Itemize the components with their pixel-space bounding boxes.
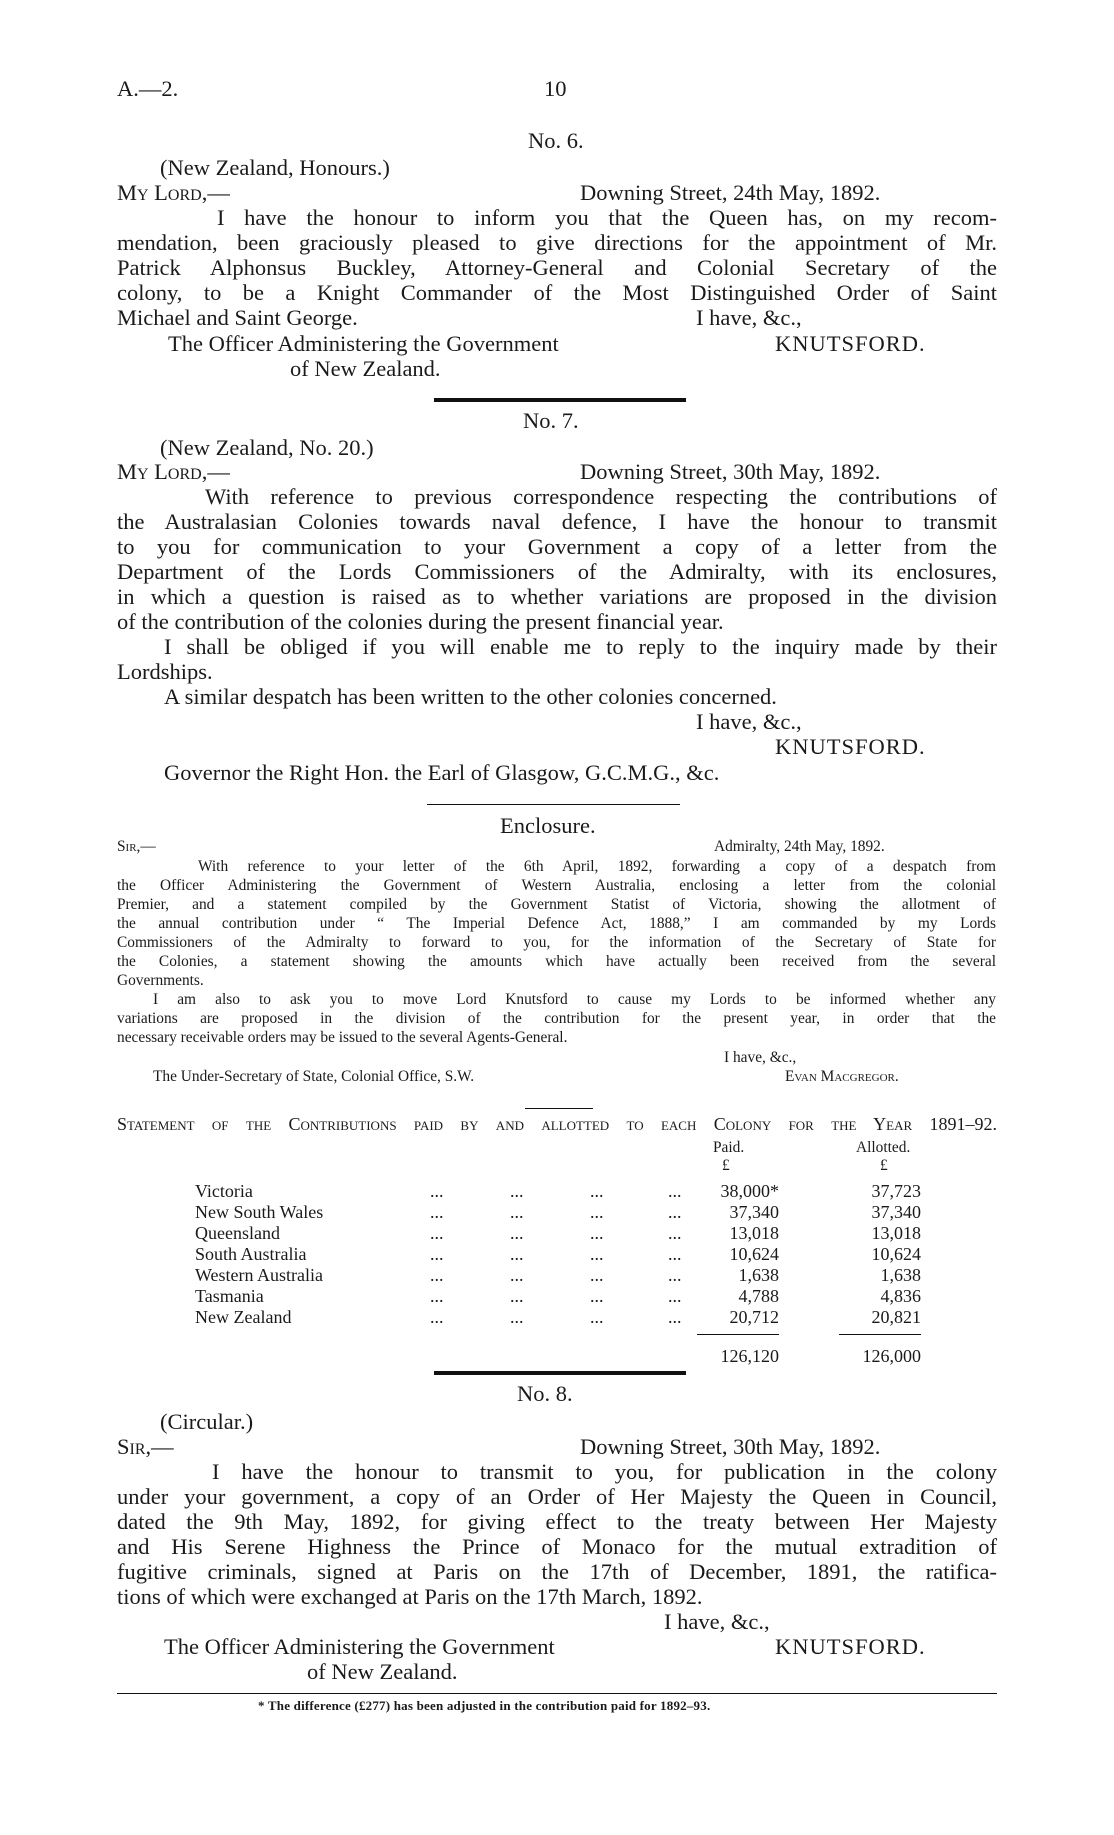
allotted-value: 37,340 xyxy=(871,1202,921,1222)
paid-value: 1,638 xyxy=(738,1265,779,1285)
no8-last-line: tions of which were exchanged at Paris on the 17th March, 1892. xyxy=(117,1584,703,1609)
allotted-value: 37,723 xyxy=(871,1181,921,1201)
no6-closing: I have, &c., xyxy=(696,305,802,330)
dot-leader: ... xyxy=(510,1265,524,1285)
dot-leader: ... xyxy=(510,1244,524,1264)
no8-salutation: Sir,— xyxy=(117,1434,174,1459)
no7-para1-line-5: in which a question is raised as to whether variations are proposed in the division xyxy=(117,584,997,609)
enclosure-para1-line-2: the Officer Administering the Government of Western Australia, enclosing a letter from the colonial xyxy=(117,877,996,894)
enclosure-para1-line-3: Premier, and a statement compiled by the Government Statist of Victoria, showing the allotment of xyxy=(117,896,996,913)
no6-addressee-2: of New Zealand. xyxy=(290,356,441,381)
colony-name: Western Australia xyxy=(195,1265,324,1285)
enclosure-rule xyxy=(427,804,680,805)
paid-value: 37,340 xyxy=(729,1202,779,1222)
allotted-currency: £ xyxy=(880,1157,888,1174)
no6-addressee-1: The Officer Administering the Government xyxy=(168,331,559,356)
no6-reference: (New Zealand, Honours.) xyxy=(160,155,390,180)
colony-name: Victoria xyxy=(195,1181,253,1201)
no7-closing: I have, &c., xyxy=(696,709,802,734)
no8-line-4: and His Serene Highness the Prince of Monaco for the mutual extradition of xyxy=(117,1534,997,1559)
no8-line-5: fugitive criminals, signed at Paris on the 17th of December, 1891, the ratifica- xyxy=(117,1559,997,1584)
no8-signature: KNUTSFORD. xyxy=(775,1634,926,1659)
dot-leader: ... xyxy=(668,1223,682,1243)
dot-leader: ... xyxy=(430,1265,444,1285)
no8-heading: No. 8. xyxy=(517,1381,573,1406)
enclosure-para1-line-5: Commissioners of the Admiralty to forward to you, for the information of the Secretary of State for xyxy=(117,934,996,951)
total-paid: 126,120 xyxy=(720,1346,779,1366)
dot-leader: ... xyxy=(590,1244,604,1264)
enclosure-dateline: Admiralty, 24th May, 1892. xyxy=(714,838,885,855)
colony-name: Queensland xyxy=(195,1223,280,1243)
table-row xyxy=(195,1265,921,1287)
allotted-value: 13,018 xyxy=(871,1223,921,1243)
enclosure-signature: Evan Macgregor. xyxy=(785,1068,899,1085)
no7-reference: (New Zealand, No. 20.) xyxy=(160,435,374,460)
paid-value: 10,624 xyxy=(729,1244,779,1264)
no8-closing: I have, &c., xyxy=(664,1609,770,1634)
allotted-value: 20,821 xyxy=(871,1307,921,1327)
table-row xyxy=(195,1244,921,1266)
page-number: 10 xyxy=(544,76,567,101)
dot-leader: ... xyxy=(668,1286,682,1306)
enclosure-para1-last: Governments. xyxy=(117,972,204,989)
enclosure-salutation: Sir,— xyxy=(117,838,156,855)
enclosure-para2-last: necessary receivable orders may be issued to the several Agents-General. xyxy=(117,1029,568,1046)
no7-signature: KNUTSFORD. xyxy=(775,734,926,759)
table-row xyxy=(195,1307,921,1329)
no7-para2-line: I shall be obliged if you will enable me to reply to the inquiry made by their xyxy=(164,634,997,659)
paid-value: 38,000* xyxy=(720,1181,779,1201)
footnote: * The difference (£277) has been adjusted in the contribution paid for 1892–93. xyxy=(258,1698,711,1713)
no7-addressee: Governor the Right Hon. the Earl of Glasgow, G.C.M.G., &c. xyxy=(164,760,720,785)
paid-column-header: Paid. xyxy=(713,1139,745,1156)
no7-para1-line-3: to you for communication to your Government a copy of a letter from the xyxy=(117,534,997,559)
dot-leader: ... xyxy=(430,1244,444,1264)
enclosure-addressee: The Under-Secretary of State, Colonial Office, S.W. xyxy=(153,1068,475,1085)
section-rule xyxy=(434,398,686,402)
total-allotted: 126,000 xyxy=(862,1346,921,1366)
no8-reference: (Circular.) xyxy=(160,1409,254,1434)
table-row xyxy=(195,1286,921,1308)
no6-line-2: mendation, been graciously pleased to give directions for the appointment of Mr. xyxy=(117,230,997,255)
statement-rule xyxy=(525,1108,593,1109)
no7-para2-last: Lordships. xyxy=(117,659,213,684)
dot-leader: ... xyxy=(510,1307,524,1327)
dot-leader: ... xyxy=(590,1307,604,1327)
colony-name: Tasmania xyxy=(195,1286,264,1306)
dot-leader: ... xyxy=(668,1265,682,1285)
dot-leader: ... xyxy=(590,1223,604,1243)
section-rule-2 xyxy=(434,1371,686,1375)
enclosure-closing: I have, &c., xyxy=(724,1049,797,1066)
dot-leader: ... xyxy=(590,1265,604,1285)
paid-value: 4,788 xyxy=(738,1286,779,1306)
no6-line-3: Patrick Alphonsus Buckley, Attorney-General and Colonial Secretary of the xyxy=(117,255,997,280)
dot-leader: ... xyxy=(430,1202,444,1222)
dot-leader: ... xyxy=(430,1181,444,1201)
no6-signature: KNUTSFORD. xyxy=(775,331,926,356)
colony-name: New Zealand xyxy=(195,1307,292,1327)
dot-leader: ... xyxy=(590,1286,604,1306)
enclosure-para1-line-1: With reference to your letter of the 6th April, 1892, forwarding a copy of a despatch from xyxy=(198,858,996,875)
no8-addressee-2: of New Zealand. xyxy=(307,1659,458,1684)
enclosure-heading: Enclosure. xyxy=(500,813,596,838)
dot-leader: ... xyxy=(510,1223,524,1243)
no7-para3: A similar despatch has been written to the other colonies concerned. xyxy=(164,684,777,709)
dot-leader: ... xyxy=(510,1286,524,1306)
no7-dateline: Downing Street, 30th May, 1892. xyxy=(580,459,881,484)
no8-line-3: dated the 9th May, 1892, for giving effect to the treaty between Her Majesty xyxy=(117,1509,997,1534)
no6-line-4: colony, to be a Knight Commander of the Most Distinguished Order of Saint xyxy=(117,280,997,305)
dot-leader: ... xyxy=(668,1202,682,1222)
no6-salutation: My Lord,— xyxy=(117,180,230,205)
enclosure-para1-line-4: the annual contribution under “ The Imperial Defence Act, 1888,” I am commanded by my Lords xyxy=(117,915,996,932)
document-reference: A.—2. xyxy=(117,76,179,101)
no6-heading: No. 6. xyxy=(528,128,584,153)
dot-leader: ... xyxy=(590,1202,604,1222)
table-row xyxy=(195,1181,921,1203)
allotted-column-header: Allotted. xyxy=(856,1139,911,1156)
no7-salutation: My Lord,— xyxy=(117,459,230,484)
no7-heading: No. 7. xyxy=(523,408,579,433)
no7-para1-last: of the contribution of the colonies during the present financial year. xyxy=(117,609,724,634)
dot-leader: ... xyxy=(668,1307,682,1327)
allotted-value: 10,624 xyxy=(871,1244,921,1264)
dot-leader: ... xyxy=(668,1244,682,1264)
dot-leader: ... xyxy=(510,1202,524,1222)
colony-name: South Australia xyxy=(195,1244,307,1264)
enclosure-para2-line-2: variations are proposed in the division of the contribution for the present year, in order that the xyxy=(117,1010,996,1027)
allotted-total-rule xyxy=(839,1334,921,1335)
no7-para1-line-4: Department of the Lords Commissioners of the Admiralty, with its enclosures, xyxy=(117,559,997,584)
no7-para1-line-2: the Australasian Colonies towards naval defence, I have the honour to transmit xyxy=(117,509,997,534)
no8-dateline: Downing Street, 30th May, 1892. xyxy=(580,1434,881,1459)
paid-currency: £ xyxy=(722,1157,730,1174)
no6-last-line: Michael and Saint George. xyxy=(117,305,358,330)
enclosure-para2-line-1: I am also to ask you to move Lord Knutsford to cause my Lords to be informed whether any xyxy=(153,991,996,1008)
allotted-value: 1,638 xyxy=(880,1265,921,1285)
paid-value: 13,018 xyxy=(729,1223,779,1243)
paid-total-rule xyxy=(697,1334,779,1335)
dot-leader: ... xyxy=(590,1181,604,1201)
dot-leader: ... xyxy=(430,1223,444,1243)
colony-name: New South Wales xyxy=(195,1202,324,1222)
no6-dateline: Downing Street, 24th May, 1892. xyxy=(580,180,881,205)
table-row xyxy=(195,1223,921,1245)
footnote-rule xyxy=(117,1693,997,1694)
no8-line-1: I have the honour to transmit to you, for publication in the colony xyxy=(212,1459,997,1484)
statement-title: Statement of the Contributions paid by and allotted to each Colony for the Year 1891–92. xyxy=(117,1114,997,1134)
no6-line-1: I have the honour to inform you that the Queen has, on my recom- xyxy=(217,205,997,230)
allotted-value: 4,836 xyxy=(880,1286,921,1306)
paid-value: 20,712 xyxy=(729,1307,779,1327)
no7-para1-line-1: With reference to previous correspondence respecting the contributions of xyxy=(205,484,997,509)
dot-leader: ... xyxy=(430,1286,444,1306)
no8-line-2: under your government, a copy of an Order of Her Majesty the Queen in Council, xyxy=(117,1484,997,1509)
dot-leader: ... xyxy=(430,1307,444,1327)
no8-addressee-1: The Officer Administering the Government xyxy=(164,1634,555,1659)
table-row xyxy=(195,1202,921,1224)
enclosure-para1-line-6: the Colonies, a statement showing the amounts which have actually been received from the several xyxy=(117,953,996,970)
dot-leader: ... xyxy=(510,1181,524,1201)
dot-leader: ... xyxy=(668,1181,682,1201)
